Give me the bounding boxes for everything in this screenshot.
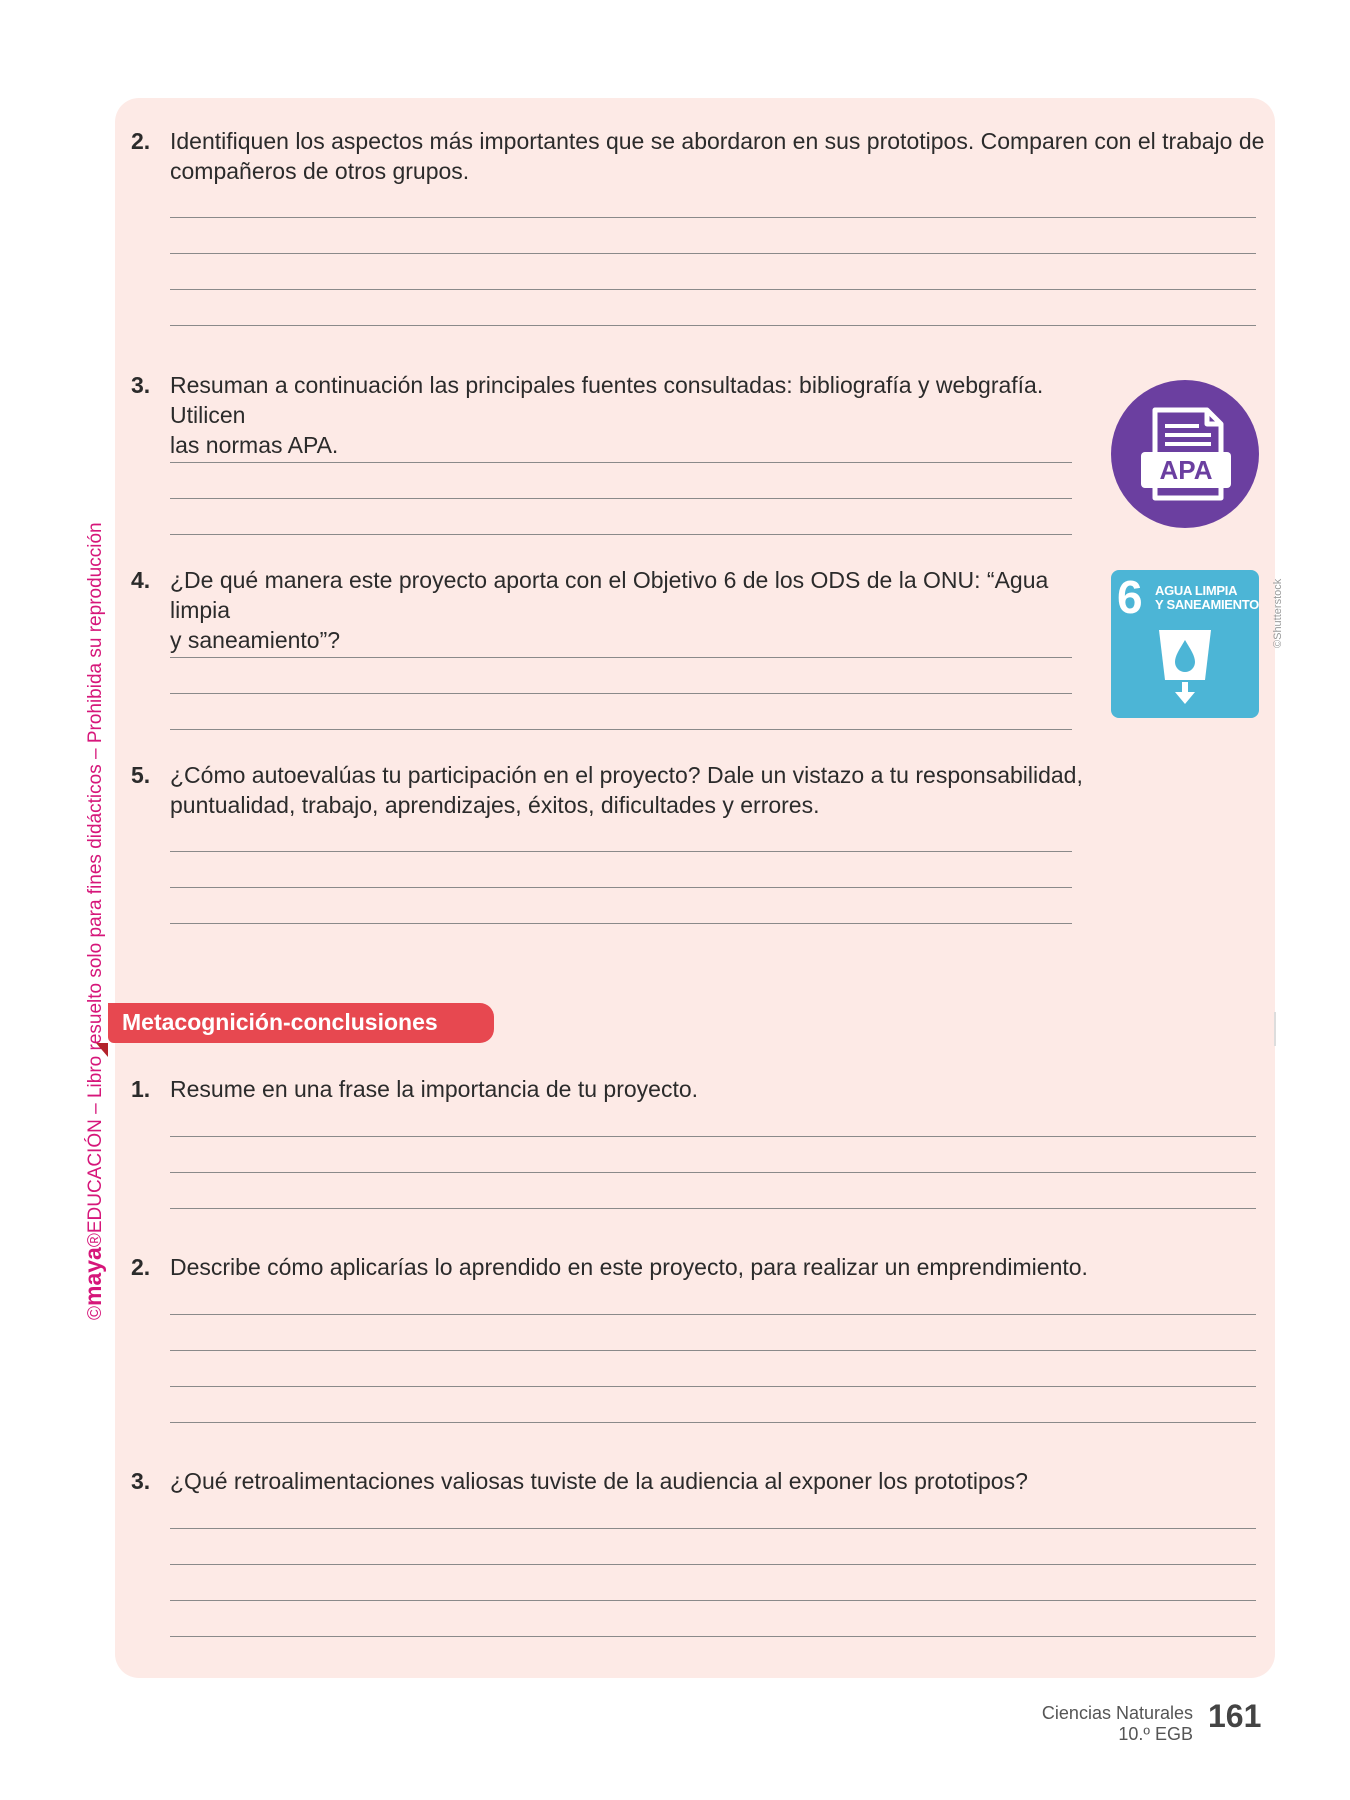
question-text: ¿Qué retroalimentaciones valiosas tuviste de la audiencia al exponer los prototipos? <box>170 1468 1028 1494</box>
answer-line[interactable] <box>170 1636 1256 1637</box>
answer-line[interactable] <box>170 923 1072 924</box>
answer-line[interactable] <box>170 217 1256 218</box>
sdg-number: 6 <box>1117 571 1143 623</box>
apa-label: APA <box>1159 455 1213 485</box>
question-number: 2. <box>131 128 151 154</box>
metacognition-header <box>108 1003 494 1043</box>
brand-logo-text: maya <box>80 1247 106 1306</box>
answer-lines[interactable] <box>170 462 1072 535</box>
question-text: Describe cómo aplicarías lo aprendido en este proyecto, para realizar un emprendimiento. <box>170 1254 1088 1280</box>
answer-line[interactable] <box>170 1208 1256 1209</box>
question-text-line1: ¿De qué manera este proyecto aporta con el Objetivo 6 de los ODS de la ONU: “Agua limpia <box>170 567 1049 623</box>
question-text-line2: puntualidad, trabajo, aprendizajes, éxitos, dificultades y errores. <box>170 792 820 818</box>
answer-line[interactable] <box>170 1314 1256 1315</box>
question-text-line1: ¿Cómo autoevalúas tu participación en el proyecto? Dale un vistazo a tu responsabilidad, <box>170 762 1083 788</box>
answer-line[interactable] <box>170 253 1256 254</box>
question-number: 3. <box>131 1468 151 1494</box>
answer-line[interactable] <box>170 1422 1256 1423</box>
answer-line[interactable] <box>170 498 1072 499</box>
question-text-line2: las normas APA. <box>170 432 339 458</box>
answer-line[interactable] <box>170 1136 1256 1137</box>
grade-level: 10.º EGB <box>1118 1724 1193 1744</box>
photo-credit: ©Shutterstock <box>1272 578 1284 648</box>
apa-document-icon <box>1111 380 1259 528</box>
answer-lines[interactable] <box>170 1528 1256 1637</box>
side-note-text: EDUCACIÓN – Libro resuelto solo para fines didácticos – Prohibida su reproducción <box>85 522 106 1234</box>
footer-subject <box>1042 1703 1193 1745</box>
answer-line[interactable] <box>170 462 1072 463</box>
answer-line[interactable] <box>170 1528 1256 1529</box>
question-text-line2: y saneamiento”? <box>170 627 341 653</box>
question-text-line1: Resuman a continuación las principales fuentes consultadas: bibliografía y webgrafía. Utilicen <box>170 372 1044 428</box>
sdg6-badge <box>1111 570 1259 718</box>
answer-line[interactable] <box>170 887 1072 888</box>
question-text <box>170 370 1091 460</box>
answer-line[interactable] <box>170 325 1256 326</box>
question-number: 3. <box>131 372 151 398</box>
subject-name: Ciencias Naturales <box>1041 1703 1193 1723</box>
answer-line[interactable] <box>170 693 1072 694</box>
answer-line[interactable] <box>170 289 1256 290</box>
answer-lines[interactable] <box>170 1314 1256 1423</box>
answer-lines[interactable] <box>170 851 1072 924</box>
copyright-side-note <box>80 522 107 1320</box>
sdg-title-line1: AGUA LIMPIA <box>1155 583 1238 598</box>
answer-line[interactable] <box>170 534 1072 535</box>
question-text <box>170 126 1264 186</box>
answer-line[interactable] <box>170 851 1072 852</box>
answer-line[interactable] <box>170 1600 1256 1601</box>
question-number: 4. <box>131 567 151 593</box>
question-number: 1. <box>131 1076 151 1102</box>
answer-line[interactable] <box>170 1172 1256 1173</box>
question-text: Resume en una frase la importancia de tu proyecto. <box>170 1076 699 1102</box>
question-number: 2. <box>131 1254 151 1280</box>
question-text-line2: compañeros de otros grupos. <box>170 158 470 184</box>
answer-line[interactable] <box>170 1564 1256 1565</box>
page-number: 161 <box>1208 1698 1262 1734</box>
answer-lines[interactable] <box>170 657 1072 730</box>
question-text <box>170 760 1083 820</box>
answer-line[interactable] <box>170 1386 1256 1387</box>
tab-fold <box>96 1043 108 1057</box>
copyright-symbol: © <box>85 1306 106 1320</box>
question-number: 5. <box>131 762 151 788</box>
clean-water-glass-icon <box>1111 570 1259 718</box>
answer-line[interactable] <box>170 1350 1256 1351</box>
answer-line[interactable] <box>170 657 1072 658</box>
answer-line[interactable] <box>170 729 1072 730</box>
answer-lines[interactable] <box>170 217 1256 326</box>
question-text-line1: Identifiquen los aspectos más importantes que se abordaron en sus prototipos. Comparen con el trabajo de <box>170 128 1265 154</box>
question-text <box>170 565 1091 655</box>
answer-lines[interactable] <box>170 1136 1256 1209</box>
section-title: Metacognición-conclusiones <box>122 1009 438 1035</box>
registered-symbol: ® <box>85 1233 106 1248</box>
panel-edge-mark <box>1274 1012 1276 1046</box>
sdg-title-line2: Y SANEAMIENTO <box>1155 597 1259 612</box>
